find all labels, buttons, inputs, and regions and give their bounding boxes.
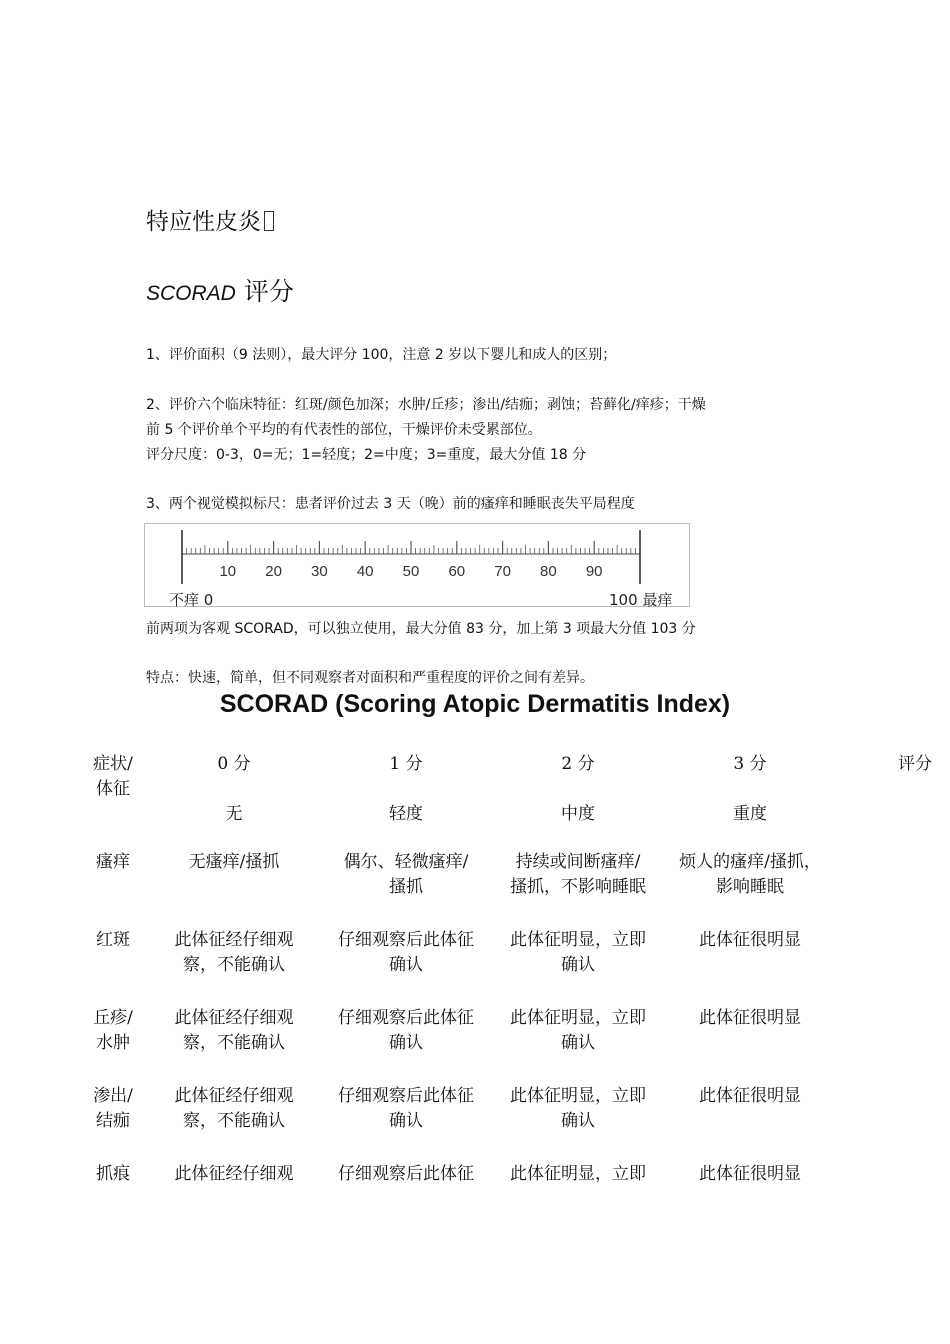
table-cell: 瘙痒 xyxy=(96,852,130,872)
table-cell: 1 分 xyxy=(389,754,423,774)
table-cell: 轻度 xyxy=(389,804,423,824)
table-cell xyxy=(82,802,144,850)
table-cell: 仔细观察后此体征 确认 xyxy=(338,1086,474,1131)
table-cell: 重度 xyxy=(733,804,767,824)
scale-min-label: 不痒 0 xyxy=(169,591,214,608)
table-cell: 2 分 xyxy=(561,754,595,774)
table-cell xyxy=(832,850,932,928)
scorad-table xyxy=(82,752,932,1240)
missing-glyph-box xyxy=(264,211,274,231)
feature-note: 特点：快速，简单，但不同观察者对面积和严重程度的评价之间有差异。 xyxy=(146,670,594,686)
table-cell: 持续或间断瘙痒/ 搔抓，不影响睡眠 xyxy=(510,852,646,897)
scale-tick-label: 70 xyxy=(494,563,511,580)
table-heading: SCORAD (Scoring Atopic Dermatitis Index) xyxy=(219,690,731,718)
table-cell: 此体征经仔细观 xyxy=(174,1164,294,1184)
scale-ruler xyxy=(145,524,691,608)
table-cell: 仔细观察后此体征 确认 xyxy=(338,930,474,975)
table-cell: 0 分 xyxy=(217,754,251,774)
table-cell: 评分 xyxy=(898,754,932,774)
table-cell: 仔细观察后此体征 确认 xyxy=(338,1008,474,1053)
table-cell: 烦人的瘙痒/搔抓， 影响睡眠 xyxy=(679,852,821,897)
visual-analogue-scale xyxy=(144,523,690,607)
table-cell: 症状/ 体征 xyxy=(93,754,133,799)
table-cell: 此体征很明显 xyxy=(699,1164,801,1184)
table-cell xyxy=(832,1006,932,1084)
table-cell: 偶尔、轻微瘙痒/ 搔抓 xyxy=(343,852,469,897)
page-subtitle: SCORAD 评分 xyxy=(146,277,294,306)
page-title: 特应性皮炎 xyxy=(146,203,274,236)
scale-tick-label: 90 xyxy=(585,563,603,580)
table-cell xyxy=(832,1084,932,1162)
table-cell: 此体征很明显 xyxy=(699,1008,801,1028)
table-cell: 仔细观察后此体征 xyxy=(338,1164,474,1184)
table-cell: 此体征经仔细观 察，不能确认 xyxy=(174,1008,294,1053)
table-row xyxy=(82,1162,932,1240)
scale-tick-label: 30 xyxy=(311,563,328,580)
table-cell xyxy=(832,1162,932,1240)
table-cell: 此体征明显，立即 确认 xyxy=(510,1086,646,1131)
table-cell: 此体征明显，立即 确认 xyxy=(510,930,646,975)
table-subheader-row xyxy=(82,802,932,850)
table-cell: 中度 xyxy=(561,804,595,824)
scale-tick-label: 20 xyxy=(265,563,282,580)
scale-tick-label: 50 xyxy=(402,563,420,580)
scale-tick-label: 60 xyxy=(448,563,466,580)
table-cell: 渗出/ 结痂 xyxy=(93,1086,133,1131)
table-cell xyxy=(832,802,932,850)
table-cell: 3 分 xyxy=(733,754,767,774)
table-cell: 此体征很明显 xyxy=(699,1086,801,1106)
table-cell: 红斑 xyxy=(96,930,130,950)
table-row xyxy=(82,1006,932,1084)
table-cell: 无瘙痒/搔抓 xyxy=(188,852,280,872)
after-scale-note: 前两项为客观 SCORAD，可以独立使用，最大分值 83 分，加上第 3 项最大分值 103 分 xyxy=(146,621,696,637)
table-cell: 此体征明显，立即 确认 xyxy=(510,1008,646,1053)
table-cell: 此体征经仔细观 察，不能确认 xyxy=(174,930,294,975)
scale-tick-label: 10 xyxy=(219,563,237,580)
table-row xyxy=(82,1084,932,1162)
scale-tick-label: 40 xyxy=(356,563,374,580)
point-2: 2、评价六个临床特征：红斑/颜色加深；水肿/丘疹；渗出/结痂；剥蚀；苔藓化/痒疹；干燥 前 5 个评价单个平均的有代表性的部位，干燥评价未受累部位。 评分尺度：0-3，0=无；1=轻度；2=中度；3=重度，最大分值 18 分 xyxy=(146,397,706,463)
table-cell: 抓痕 xyxy=(96,1164,130,1184)
table-row xyxy=(82,850,932,928)
point-1: 1、评价面积（9 法则），最大评分 100，注意 2 岁以下婴儿和成人的区别； xyxy=(146,347,617,363)
scale-max-label: 100 最痒 xyxy=(609,591,673,608)
table-cell: 此体征很明显 xyxy=(699,930,801,950)
table-row xyxy=(82,928,932,1006)
table-cell: 丘疹/ 水肿 xyxy=(93,1008,133,1053)
table-cell xyxy=(832,928,932,1006)
table-cell: 此体征明显，立即 xyxy=(510,1164,646,1184)
table-cell: 此体征经仔细观 察，不能确认 xyxy=(174,1086,294,1131)
scale-tick-label: 80 xyxy=(540,563,557,580)
table-header-row xyxy=(82,752,932,802)
table-cell: 无 xyxy=(225,804,243,824)
point-3: 3、两个视觉模拟标尺：患者评价过去 3 天（晚）前的瘙痒和睡眠丧失平局程度 xyxy=(146,496,635,512)
